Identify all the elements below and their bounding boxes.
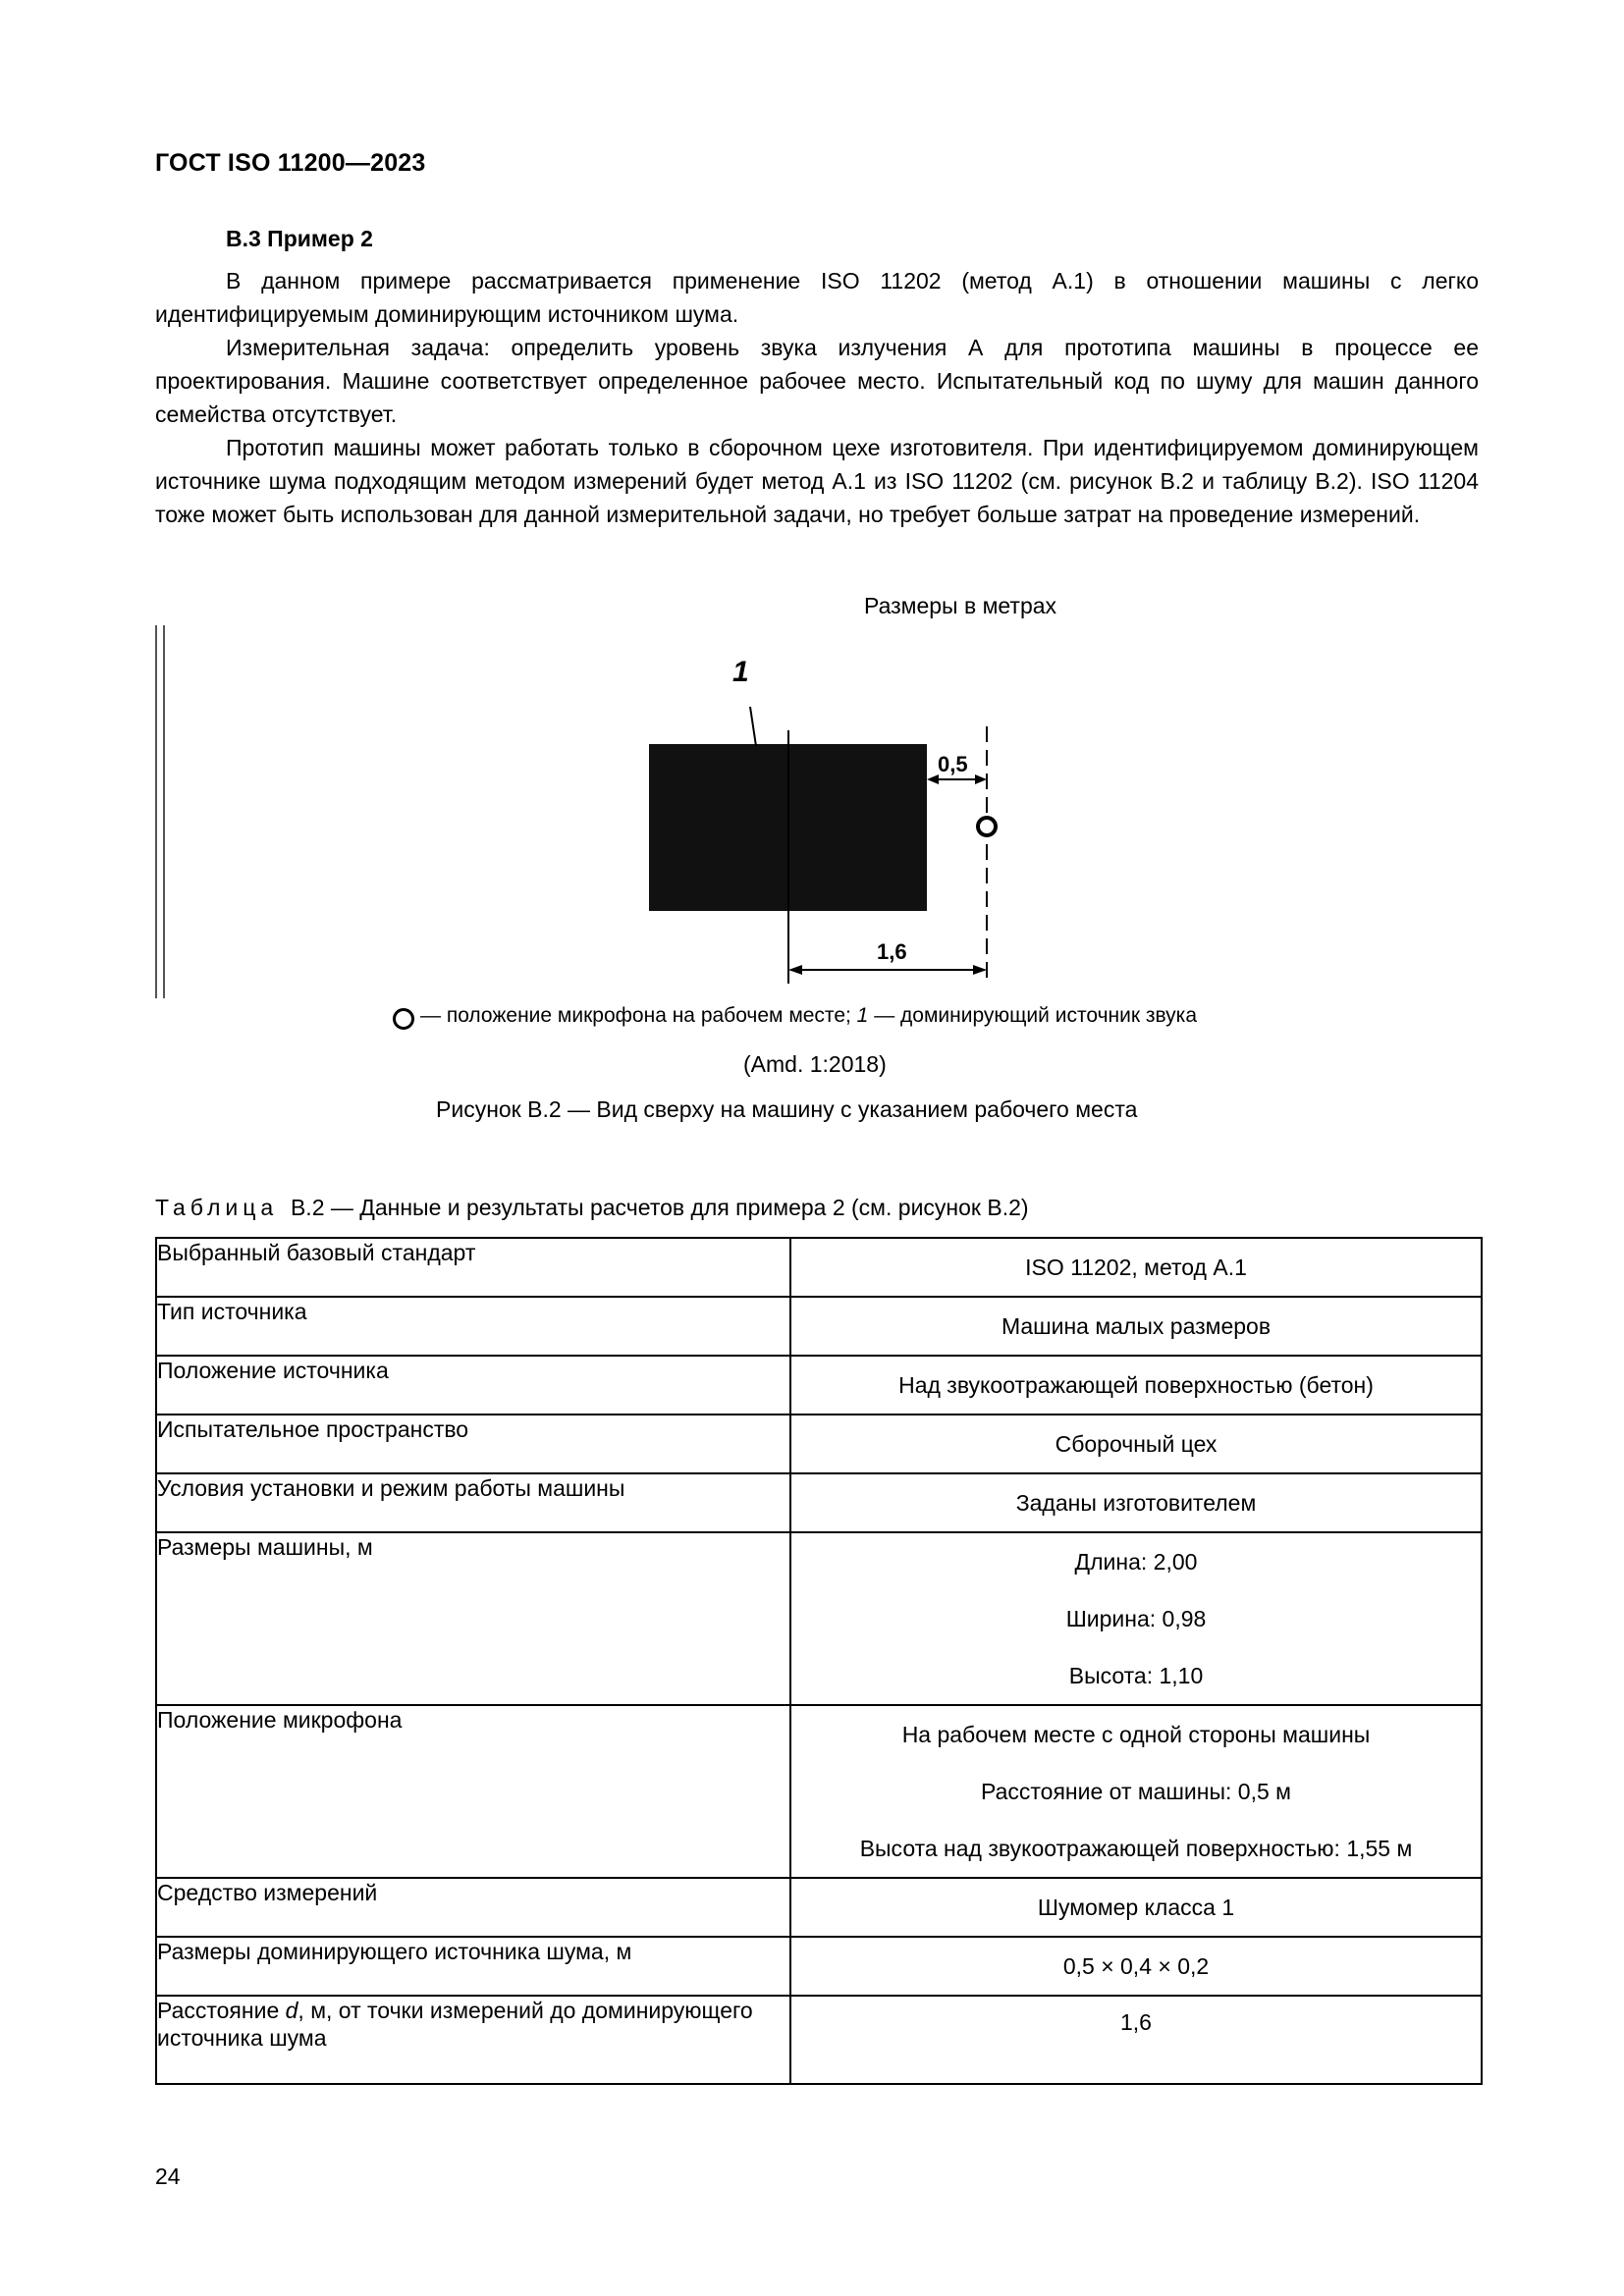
- row-value: [790, 1356, 1482, 1415]
- row-label: Средство измерений: [156, 1878, 790, 1937]
- row-label-suffix: , м, от точки измерений до доминирующего источника шума: [157, 1998, 753, 2051]
- value-line: 0,5 × 0,4 × 0,2: [1062, 1953, 1210, 1979]
- value-line: Шумомер класса 1: [1037, 1895, 1235, 1920]
- source-label: 1: [732, 656, 749, 688]
- table-row: [156, 1532, 1482, 1705]
- value-line: Длина: 2,00: [1074, 1549, 1198, 1575]
- row-label: Испытательное пространство: [156, 1415, 790, 1473]
- amendment-note: (Amd. 1:2018): [743, 1051, 887, 1077]
- row-label: Положение микрофона: [156, 1705, 790, 1878]
- table-caption: [155, 1195, 1029, 1221]
- row-label-variable: d: [285, 1998, 298, 2023]
- total-arrow-right: [973, 965, 987, 975]
- value-line: Расстояние от машины: 0,5 м: [981, 1779, 1291, 1804]
- paragraph-3-text: Прототип машины может работать только в сборочном цехе изготовителя. При идентифицируемом доминирующем источнике шума подходящим методом измерений будет метод А.1 из ISO 11202 (см. рисунок В.2 и таблицу В.2). ISO 11204 тоже может быть использован для данной измерительной задачи, но требует больше затрат на проведение измерений.: [155, 435, 1479, 527]
- paragraph-2: [155, 331, 1479, 431]
- row-label: Размеры доминирующего источника шума, м: [156, 1937, 790, 1996]
- value-line: Заданы изготовителем: [1015, 1490, 1257, 1516]
- figure-legend: [393, 1004, 1197, 1028]
- table-caption-text: В.2 — Данные и результаты расчетов для примера 2 (см. рисунок В.2): [290, 1195, 1029, 1220]
- source-leader-line: [750, 707, 756, 746]
- table-row: [156, 1473, 1482, 1532]
- table-caption-prefix: Таблица: [155, 1195, 279, 1220]
- row-label: Выбранный базовый стандарт: [156, 1238, 790, 1297]
- document-id: ГОСТ ISO 11200—2023: [155, 149, 426, 177]
- row-value: [790, 1996, 1482, 2084]
- row-value: [790, 1532, 1482, 1705]
- figure-units-note: Размеры в метрах: [864, 593, 1057, 618]
- figure-caption: Рисунок В.2 — Вид сверху на машину с указанием рабочего места: [436, 1096, 1138, 1122]
- row-value: [790, 1415, 1482, 1473]
- paragraph-2-text: Измерительная задача: определить уровень звука излучения А для прототипа машины в процессе ее проектирования. Машине соответствует определенное рабочее место. Испытательный код по шуму для машин данного семейства отсутствует.: [155, 335, 1479, 427]
- table-row: [156, 1415, 1482, 1473]
- microphone-legend-icon: [393, 1008, 414, 1030]
- data-table: [155, 1237, 1483, 2085]
- row-label: Условия установки и режим работы машины: [156, 1473, 790, 1532]
- section-heading: В.3 Пример 2: [226, 226, 373, 251]
- table-row: [156, 1996, 1482, 2084]
- value-line: Сборочный цех: [1055, 1431, 1218, 1457]
- row-label: Тип источника: [156, 1297, 790, 1356]
- table-row: [156, 1238, 1482, 1297]
- row-label-prefix: Расстояние: [157, 1998, 286, 2023]
- row-label: [156, 1996, 790, 2084]
- machine-top-view-figure: [589, 628, 1021, 1001]
- row-label: Положение источника: [156, 1356, 790, 1415]
- value-line: ISO 11202, метод А.1: [1025, 1255, 1247, 1280]
- value-line: Высота над звукоотражающей поверхностью: 1,55 м: [859, 1836, 1413, 1861]
- total-arrow-left: [788, 965, 802, 975]
- table-row: [156, 1297, 1482, 1356]
- row-value: [790, 1238, 1482, 1297]
- value-line: Над звукоотражающей поверхностью (бетон): [898, 1372, 1374, 1398]
- row-label: Размеры машины, м: [156, 1532, 790, 1705]
- legend-source-text: — доминирующий источник звука: [874, 1004, 1198, 1027]
- microphone-icon: [978, 818, 996, 835]
- total-dimension-label: 1,6: [877, 939, 907, 964]
- value-line: Высота: 1,10: [1068, 1663, 1204, 1688]
- legend-mic-text: — положение микрофона на рабочем месте;: [420, 1004, 851, 1027]
- paragraph-3: [155, 431, 1479, 531]
- row-value: [790, 1878, 1482, 1937]
- row-value: [790, 1937, 1482, 1996]
- distance-dimension-label: 0,5: [938, 752, 968, 776]
- row-value: [790, 1297, 1482, 1356]
- legend-number: 1: [856, 1004, 869, 1027]
- row-value: [790, 1705, 1482, 1878]
- value-line: На рабочем месте с одной стороны машины: [901, 1722, 1371, 1747]
- value-line: Машина малых размеров: [1001, 1313, 1272, 1339]
- row-value: [790, 1473, 1482, 1532]
- value-line: 1,6: [1120, 2009, 1152, 2035]
- table-row: [156, 1878, 1482, 1937]
- table-row: [156, 1705, 1482, 1878]
- distance-arrow-right: [975, 774, 987, 784]
- paragraph-1: [155, 264, 1479, 331]
- amendment-change-bar: [155, 625, 165, 998]
- table-row: [156, 1937, 1482, 1996]
- value-line: Ширина: 0,98: [1065, 1606, 1207, 1631]
- paragraph-1-text: В данном примере рассматривается применение ISO 11202 (метод А.1) в отношении машины с легко идентифицируемым доминирующим источником шума.: [155, 268, 1479, 327]
- page-number: 24: [155, 2163, 181, 2189]
- table-row: [156, 1356, 1482, 1415]
